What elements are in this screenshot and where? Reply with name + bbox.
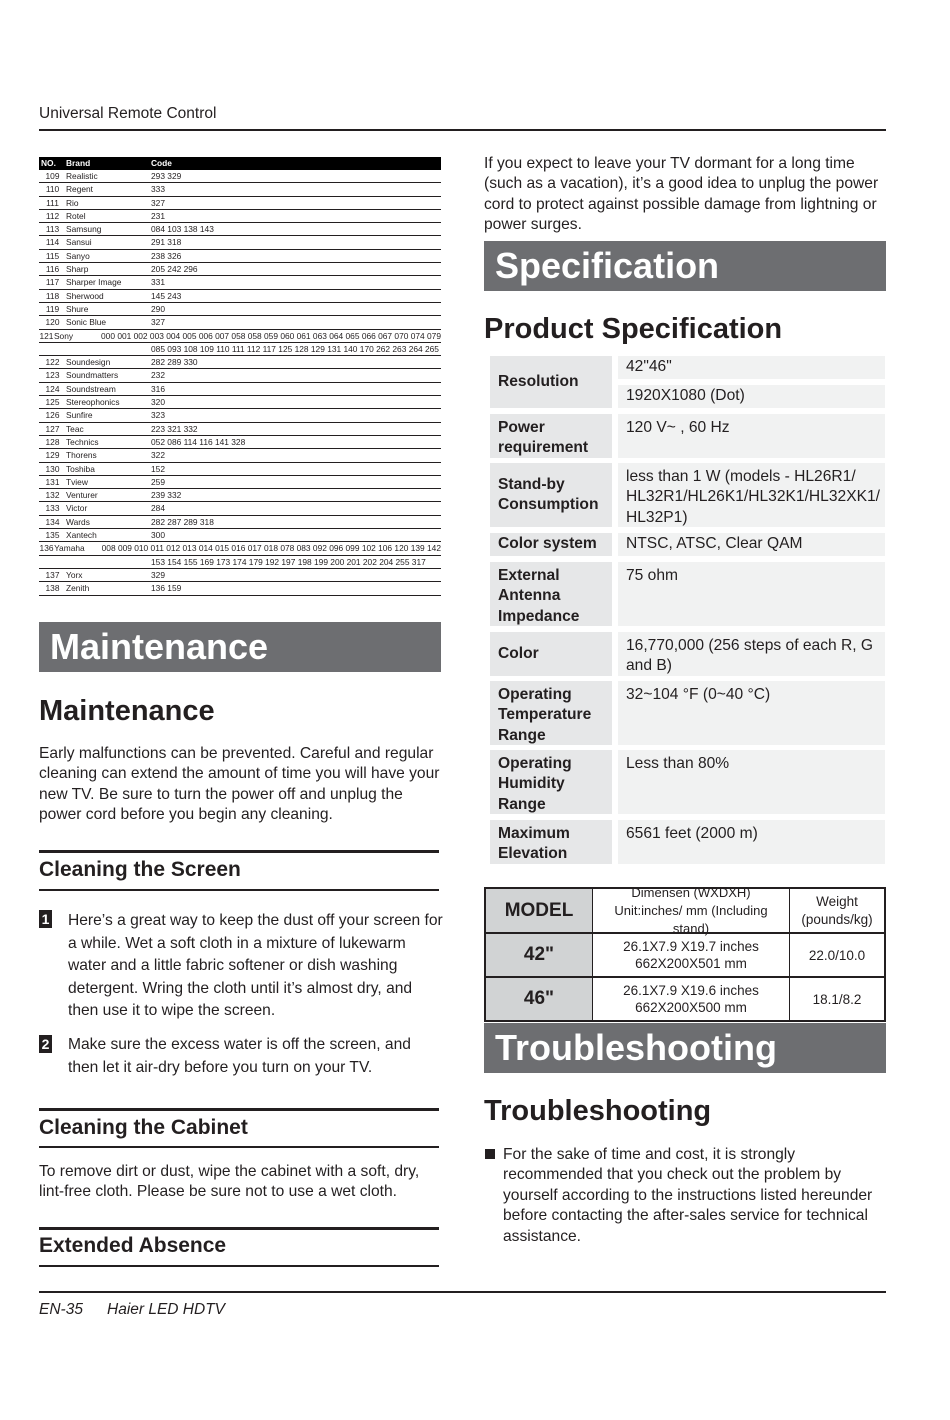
table-row	[39, 383, 441, 396]
cell-no: 129	[45, 450, 60, 461]
product-specification-heading: Product Specification	[484, 313, 783, 345]
cell-code: 152	[151, 463, 165, 474]
dimension-inches: 26.1X7.9 X19.7 inches	[623, 939, 759, 954]
table-row	[39, 316, 441, 329]
cell-no: 136	[39, 543, 54, 554]
cell-brand: Sansui	[66, 237, 92, 248]
table-row	[39, 330, 441, 343]
maintenance-intro: Early malfunctions can be prevented. Careful and regular cleaning can extend the amount of time you will have your new TV. Be sure to turn the power off and unplug the power cord before you begin any cleaning.	[39, 745, 440, 824]
cell-code: 145 243	[151, 290, 182, 301]
cell-no: 121	[39, 330, 54, 341]
cell-brand: Yamaha	[54, 543, 85, 554]
cell-code: 000 001 002 003 004 005 006 007 058 058 059 060 061 063 064 065 066 067 070 074 079	[101, 330, 441, 341]
table-row	[39, 343, 441, 356]
cell-brand: Thorens	[66, 450, 97, 461]
table-row	[39, 423, 441, 436]
cell-no: 125	[45, 397, 60, 408]
troubleshooting-note: For the sake of time and cost, it is strongly recommended that you check out the problem by yourself according to the instructions listed hereunder before contacting the after-sales service for technical assistance.	[503, 1146, 873, 1245]
maintenance-heading: Maintenance	[39, 695, 215, 727]
specification-banner: Specification	[484, 241, 886, 291]
cell-brand: Victor	[66, 503, 88, 514]
cell-brand: Soundmatters	[66, 370, 119, 381]
weight-header: Weight (pounds/kg)	[790, 889, 884, 934]
cell-no: 111	[46, 197, 59, 208]
weight-46: 18.1/8.2	[812, 991, 862, 1007]
cell-brand: Sanyo	[66, 250, 90, 261]
cell-code: 331	[151, 277, 165, 288]
model-header: MODEL	[486, 889, 593, 934]
model-dimension-table	[484, 884, 886, 1022]
cell-brand: Sonic Blue	[66, 317, 107, 328]
cell-brand: Soundstream	[66, 383, 116, 394]
cell-brand: Rotel	[66, 210, 86, 221]
cell-brand: Stereophonics	[66, 397, 120, 408]
extended-absence-text: If you expect to leave your TV dormant for a long time (such as a vacation), it’s a good idea to unplug the power cord to protect against possible damage from lightning or power surges.	[484, 155, 879, 234]
spec-label-standby: Stand-by Consumption	[490, 463, 612, 527]
spec-value: NTSC, ATSC, Clear QAM	[618, 533, 885, 556]
cell-code: 052 086 114 116 141 328	[151, 436, 246, 447]
maintenance-banner: Maintenance	[39, 622, 441, 672]
header-no: NO.	[41, 158, 56, 168]
cell-no: 133	[45, 503, 60, 514]
table-row	[39, 236, 441, 249]
cell-code: 136 159	[151, 583, 182, 594]
spec-label-resolution: Resolution	[490, 356, 612, 408]
cell-no: 114	[45, 237, 60, 248]
cell-code: 231	[151, 210, 165, 221]
step-text: Here’s a great way to keep the dust off your screen for a while. Wet a soft cloth in a mixture of lukewarm water and a little fabric softener or dish washing detergent. Wring the cloth until it’s almost dry, and then use it to wipe the screen.	[68, 912, 443, 1019]
spec-value: Less than 80%	[618, 750, 885, 814]
table-row	[39, 582, 441, 595]
dimension-mm: 662X200X501 mm	[635, 956, 747, 971]
spec-value: 32~104 °F (0~40 °C)	[618, 681, 885, 745]
cell-no: 117	[45, 277, 60, 288]
cell-no: 130	[45, 463, 60, 474]
page-number: EN-35	[39, 1301, 83, 1318]
spec-value: 120 V~ , 60 Hz	[618, 414, 885, 458]
table-row	[39, 502, 441, 515]
cell-brand: Wards	[66, 516, 90, 527]
cleaning-cabinet-heading: Cleaning the Cabinet	[39, 1116, 248, 1139]
running-header: Universal Remote Control	[39, 105, 217, 122]
spec-value: 16,770,000 (256 steps of each R, G and B)	[618, 632, 885, 676]
table-row	[39, 516, 441, 529]
step-text: Make sure the excess water is off the screen, and then let it air-dry before you turn on your TV.	[68, 1036, 411, 1076]
spec-value: 6561 feet (2000 m)	[618, 820, 885, 864]
table-row	[39, 250, 441, 263]
cell-code: 293 329	[151, 171, 182, 181]
cell-code: 223 321 332	[151, 423, 198, 434]
cell-code: 320	[151, 397, 165, 408]
section-rule	[39, 1146, 439, 1148]
table-row	[39, 210, 441, 223]
cell-code: 008 009 010 011 012 013 014 015 016 017 018 078 083 092 096 099 102 106 120 139 142	[101, 543, 441, 554]
cell-code: 316	[151, 383, 165, 394]
cell-code: 282 287 289 318	[151, 516, 214, 527]
cell-no: 118	[45, 290, 60, 301]
header-brand: Brand	[66, 158, 91, 168]
header-code: Code	[151, 158, 172, 168]
cell-code: 300	[151, 530, 165, 541]
cell-brand: Rio	[66, 197, 79, 208]
spec-value: 42"46"	[618, 356, 885, 379]
cell-brand: Regent	[66, 184, 94, 195]
cell-no: 113	[45, 224, 60, 235]
table-body	[39, 170, 441, 596]
cell-brand: Sherwood	[66, 290, 104, 301]
cell-code: 333	[151, 184, 165, 195]
troubleshooting-heading: Troubleshooting	[484, 1095, 712, 1127]
table-row	[39, 463, 441, 476]
table-row	[39, 290, 441, 303]
cell-brand: Sharper Image	[66, 277, 122, 288]
dimension-header: Dimensen (WXDXH) Unit:inches/ mm (Including stand)	[593, 889, 790, 934]
cleaning-screen-heading: Cleaning the Screen	[39, 858, 241, 881]
table-row	[39, 183, 441, 196]
table-row	[39, 263, 441, 276]
cell-brand: Zenith	[66, 583, 90, 594]
cell-no: 137	[45, 569, 60, 580]
cell-no: 135	[45, 530, 60, 541]
cell-code: 232	[151, 370, 165, 381]
table-row	[39, 356, 441, 369]
section-rule	[39, 1108, 439, 1111]
table-row	[39, 197, 441, 210]
cell-brand: Technics	[66, 436, 99, 447]
cell-brand: Sunfire	[66, 410, 93, 421]
cell-no: 119	[45, 303, 60, 314]
table-header-row	[39, 157, 441, 170]
spec-label-elevation: Maximum Elevation	[490, 820, 612, 864]
cell-code: 282 289 330	[151, 357, 198, 368]
table-row	[39, 276, 441, 289]
spec-label-color: Color	[490, 632, 612, 676]
spec-label-power: Power requirement	[490, 414, 612, 458]
weight-42: 22.0/10.0	[790, 934, 884, 978]
cell-code: 085 093 108 109 110 111 112 117 125 128 129 131 140 170 262 263 264 265	[151, 343, 439, 354]
cell-no: 131	[45, 476, 60, 487]
header-rule	[39, 129, 886, 131]
section-rule	[39, 850, 439, 853]
troubleshooting-banner: Troubleshooting	[484, 1023, 886, 1073]
cell-code: 153 154 155 169 173 174 179 192 197 198 199 200 201 202 204 255 317	[151, 556, 426, 567]
table-row	[39, 449, 441, 462]
table-row	[39, 556, 441, 569]
cell-no: 123	[45, 370, 60, 381]
cell-brand: Tview	[66, 476, 88, 487]
cell-code: 084 103 138 143	[151, 224, 214, 235]
cell-brand: Venturer	[66, 490, 98, 501]
cell-brand: Samsung	[66, 224, 102, 235]
cell-no: 126	[45, 410, 60, 421]
cell-no: 112	[45, 210, 60, 221]
table-row	[39, 476, 441, 489]
table-row	[39, 529, 441, 542]
table-row	[39, 303, 441, 316]
section-rule	[39, 1265, 439, 1267]
cell-code: 323	[151, 410, 165, 421]
dimension-46	[593, 978, 790, 1020]
cell-code: 327	[151, 197, 165, 208]
table-row	[39, 396, 441, 409]
table-row	[39, 489, 441, 502]
cell-code: 239 332	[151, 490, 182, 501]
cell-no: 134	[45, 516, 60, 527]
step-number: 1	[39, 910, 52, 928]
spec-label-temperature: Operating Temperature Range	[490, 681, 612, 745]
spec-value: less than 1 W (models - HL26R1/ HL32R1/HL26K1/HL32K1/HL32XK1/ HL32P1)	[618, 463, 885, 527]
extended-absence-heading: Extended Absence	[39, 1234, 227, 1257]
table-row	[39, 409, 441, 422]
cell-no: 132	[45, 490, 60, 501]
brand-code-table	[39, 157, 441, 596]
cell-no: 128	[45, 436, 60, 447]
cabinet-text: To remove dirt or dust, wipe the cabinet with a soft, dry, lint-free cloth. Please be sure not to use a wet cloth.	[39, 1163, 420, 1201]
cell-no: 116	[45, 264, 60, 275]
cell-code: 238 326	[151, 250, 182, 261]
cell-no: 138	[45, 583, 60, 594]
cell-brand: Soundesign	[66, 357, 111, 368]
spec-value: 1920X1080 (Dot)	[618, 385, 885, 408]
cell-no: 124	[45, 383, 60, 394]
table-row	[39, 369, 441, 382]
cell-no: 122	[45, 357, 60, 368]
spec-label-humidity: Operating Humidity Range	[490, 750, 612, 814]
cell-brand: Sony	[53, 330, 74, 341]
cell-code: 290	[151, 303, 165, 314]
cell-no: 127	[45, 423, 60, 434]
cell-code: 284	[151, 503, 165, 514]
cell-code: 327	[151, 317, 165, 328]
table-row	[39, 569, 441, 582]
cell-brand: Yorx	[66, 569, 83, 580]
cell-brand: Shure	[66, 303, 89, 314]
spec-value: 75 ohm	[618, 562, 885, 626]
table-row	[39, 223, 441, 236]
cell-no: 110	[45, 184, 60, 195]
cell-brand: Sharp	[66, 264, 89, 275]
model-42: 42"	[486, 934, 593, 978]
spec-label-antenna: External Antenna Impedance	[490, 562, 612, 626]
table-row	[39, 436, 441, 449]
bullet-square-icon	[485, 1149, 495, 1159]
table-row	[39, 542, 441, 555]
cell-brand: Realistic	[66, 171, 98, 181]
dimension-inches: 26.1X7.9 X19.6 inches	[623, 983, 759, 998]
footer-product: Haier LED HDTV	[107, 1301, 225, 1318]
cell-brand: Teac	[66, 423, 84, 434]
section-rule	[39, 889, 439, 891]
cell-code: 259	[151, 476, 165, 487]
cell-brand: Xantech	[66, 530, 97, 541]
footer-rule	[39, 1291, 886, 1293]
spec-label-color-system: Color system	[490, 533, 612, 556]
cell-code: 291 318	[151, 237, 182, 248]
cell-code: 205 242 296	[151, 264, 198, 275]
cell-brand: Toshiba	[66, 463, 95, 474]
cell-code: 322	[151, 450, 165, 461]
cell-no: 115	[45, 250, 60, 261]
section-rule	[39, 1227, 439, 1230]
cell-no: 120	[45, 317, 60, 328]
model-46: 46"	[486, 978, 593, 1020]
dimension-mm: 662X200X500 mm	[635, 1000, 747, 1015]
dimension-42	[593, 934, 790, 978]
step-number: 2	[39, 1035, 52, 1053]
cell-code: 329	[151, 569, 165, 580]
table-row	[39, 170, 441, 183]
cell-no: 109	[45, 171, 60, 181]
